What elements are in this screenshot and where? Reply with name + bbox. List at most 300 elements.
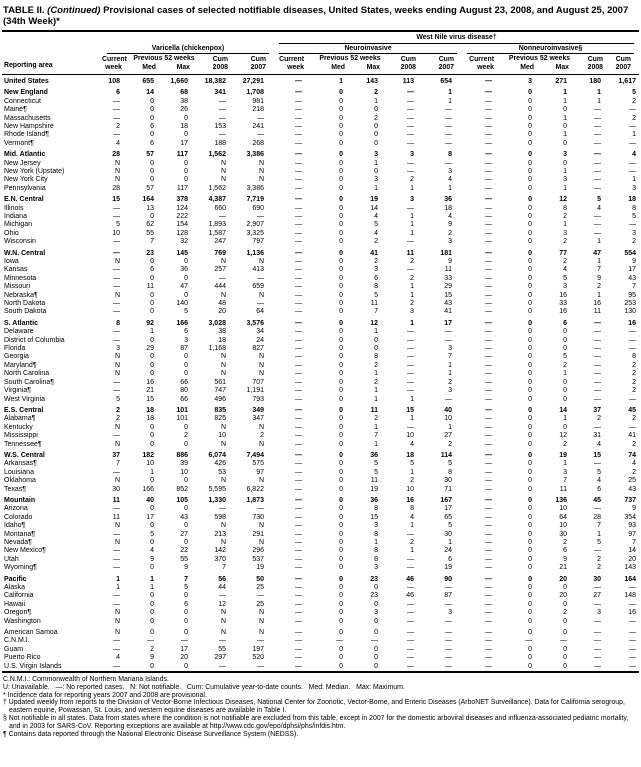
table-row bbox=[2, 328, 639, 336]
value-cell: 0 bbox=[528, 249, 532, 257]
value-cell: — bbox=[295, 221, 302, 229]
value-cell: — bbox=[485, 89, 492, 97]
value-cell: 3 bbox=[563, 468, 567, 476]
value-cell: 4 bbox=[597, 477, 601, 485]
value-cell: 0 bbox=[184, 662, 188, 670]
value-cell: 1 bbox=[448, 539, 452, 546]
value-cell: 0 bbox=[528, 114, 532, 122]
value-cell: 0 bbox=[184, 291, 188, 299]
value-cell: — bbox=[407, 584, 414, 592]
table-row bbox=[2, 292, 639, 300]
value-cell: — bbox=[485, 460, 492, 468]
value-cell: — bbox=[594, 319, 601, 327]
value-cell: — bbox=[407, 423, 414, 431]
value-cell: 241 bbox=[252, 122, 264, 130]
value-cell: 3 bbox=[528, 77, 532, 85]
value-cell: 9 bbox=[448, 221, 452, 229]
value-cell: 56 bbox=[218, 575, 226, 583]
value-cell: 2,907 bbox=[246, 221, 264, 229]
value-cell: 66 bbox=[180, 378, 188, 386]
table-row bbox=[2, 230, 639, 238]
value-cell: 0 bbox=[339, 513, 343, 521]
reporting-area-cell: Guam bbox=[4, 645, 24, 653]
value-cell: — bbox=[485, 249, 492, 257]
value-cell: — bbox=[407, 637, 414, 645]
value-cell: — bbox=[485, 291, 492, 299]
value-cell: 38 bbox=[218, 328, 226, 336]
value-cell: 0 bbox=[528, 238, 532, 246]
value-cell: 0 bbox=[339, 662, 343, 670]
nonneuro-med-header: Med bbox=[520, 63, 534, 71]
value-cell: — bbox=[485, 496, 492, 504]
value-cell: 65 bbox=[444, 513, 452, 521]
value-cell: 17 bbox=[180, 645, 188, 653]
value-cell: 4 bbox=[410, 440, 414, 448]
value-cell: 1 bbox=[116, 575, 120, 583]
value-cell: 17 bbox=[146, 513, 154, 521]
value-cell: 1,660 bbox=[170, 77, 188, 85]
value-cell: — bbox=[594, 584, 601, 592]
value-cell: 0 bbox=[339, 159, 343, 167]
value-cell: 7,719 bbox=[246, 196, 264, 204]
value-cell: 19 bbox=[370, 485, 378, 493]
value-cell: — bbox=[485, 238, 492, 246]
value-cell: — bbox=[295, 336, 302, 344]
value-cell: 1 bbox=[410, 229, 414, 237]
varicella-spacer-cell bbox=[102, 33, 274, 44]
value-cell: 0 bbox=[150, 564, 154, 572]
value-cell: — bbox=[445, 159, 452, 167]
value-cell: 0 bbox=[339, 477, 343, 485]
reporting-area-cell: New York (Upstate) bbox=[4, 167, 65, 175]
table-row bbox=[2, 505, 639, 513]
value-cell: 19 bbox=[256, 564, 264, 572]
value-cell: 9 bbox=[632, 258, 636, 265]
value-cell: 0 bbox=[339, 229, 343, 237]
value-cell: 182 bbox=[142, 451, 154, 459]
reporting-area-cell: Kansas bbox=[4, 266, 28, 274]
value-cell: 23 bbox=[370, 592, 378, 600]
value-cell: — bbox=[485, 539, 492, 546]
value-cell: — bbox=[485, 97, 492, 105]
value-cell: N bbox=[258, 370, 264, 378]
value-cell: — bbox=[219, 505, 226, 513]
value-cell: 92 bbox=[146, 319, 154, 327]
value-cell: 0 bbox=[339, 328, 343, 336]
value-cell: 16 bbox=[559, 308, 567, 316]
value-cell: 2 bbox=[448, 229, 452, 237]
value-cell: — bbox=[407, 654, 414, 662]
table-title-rest: Provisional cases of selected notifiable diseases, United States, weeks ending August 23, 2008, and August 25, 2007 bbox=[100, 5, 629, 16]
value-cell: 2 bbox=[150, 645, 154, 653]
table-title bbox=[2, 4, 639, 32]
value-cell: 3 bbox=[448, 238, 452, 246]
value-cell: 19 bbox=[444, 564, 452, 572]
value-cell: 180 bbox=[589, 77, 601, 85]
value-cell: 31 bbox=[593, 432, 601, 440]
value-cell: — bbox=[295, 106, 302, 114]
value-cell: 8 bbox=[563, 204, 567, 212]
value-cell: 0 bbox=[528, 547, 532, 555]
value-cell: — bbox=[113, 662, 120, 670]
value-cell: — bbox=[295, 539, 302, 546]
value-cell: 1 bbox=[374, 387, 378, 395]
table-row bbox=[2, 320, 639, 328]
table-title-line2: (34th Week)* bbox=[3, 16, 60, 27]
value-cell: — bbox=[485, 485, 492, 493]
value-cell: 0 bbox=[339, 353, 343, 361]
value-cell: 0 bbox=[528, 575, 532, 583]
value-cell: 0 bbox=[528, 387, 532, 395]
reporting-area-cell: E.S. Central bbox=[4, 406, 44, 414]
value-cell: 0 bbox=[528, 151, 532, 159]
value-cell: — bbox=[485, 308, 492, 316]
value-cell: N bbox=[220, 370, 226, 378]
value-cell: — bbox=[407, 617, 414, 625]
reporting-area-cell: W.S. Central bbox=[4, 451, 45, 459]
value-cell: 36 bbox=[180, 266, 188, 274]
value-cell: 15 bbox=[406, 406, 414, 414]
value-cell: N bbox=[258, 617, 264, 625]
value-cell: — bbox=[295, 378, 302, 386]
reporting-area-cell: Arkansas¶ bbox=[4, 460, 37, 468]
reporting-area-cell: Tennessee¶ bbox=[4, 440, 42, 448]
value-cell: 0 bbox=[339, 530, 343, 538]
value-cell: — bbox=[295, 361, 302, 369]
value-cell: 0 bbox=[528, 423, 532, 431]
reporting-area-header: Reporting area bbox=[4, 61, 53, 69]
value-cell: — bbox=[407, 131, 414, 139]
value-cell: — bbox=[594, 167, 601, 175]
value-cell: 0 bbox=[374, 584, 378, 592]
neuro-med-header: Med bbox=[331, 63, 345, 71]
value-cell: — bbox=[295, 249, 302, 257]
value-cell: 0 bbox=[528, 451, 532, 459]
value-cell: N bbox=[114, 477, 120, 485]
value-cell: 0 bbox=[339, 584, 343, 592]
value-cell: 4 bbox=[116, 139, 120, 147]
header-row-west-nile bbox=[2, 33, 639, 44]
value-cell: 0 bbox=[184, 423, 188, 431]
value-cell: — bbox=[295, 575, 302, 583]
value-cell: — bbox=[594, 361, 601, 369]
value-cell: 1,873 bbox=[246, 496, 264, 504]
table-row bbox=[2, 275, 639, 283]
value-cell: — bbox=[485, 221, 492, 229]
value-cell: 575 bbox=[252, 460, 264, 468]
value-cell: 554 bbox=[624, 249, 636, 257]
value-cell: — bbox=[407, 600, 414, 608]
value-cell: 0 bbox=[374, 345, 378, 353]
table-title-line1 bbox=[3, 5, 638, 16]
value-cell: — bbox=[407, 353, 414, 361]
value-cell: 1 bbox=[448, 361, 452, 369]
value-cell: 16 bbox=[146, 378, 154, 386]
neuro-previous-52-weeks-label: Previous 52 weeks bbox=[319, 55, 381, 63]
value-cell: 0 bbox=[150, 274, 154, 282]
value-cell: 18 bbox=[406, 451, 414, 459]
value-cell: 1 bbox=[597, 258, 601, 265]
value-cell: 496 bbox=[214, 395, 226, 403]
table-row bbox=[2, 609, 639, 617]
value-cell: 46 bbox=[406, 575, 414, 583]
value-cell: 0 bbox=[528, 167, 532, 175]
value-cell: 0 bbox=[184, 159, 188, 167]
neuroinvasive-group-label: Neuroinvasive bbox=[279, 45, 457, 55]
value-cell: 3 bbox=[448, 167, 452, 175]
value-cell: 0 bbox=[150, 167, 154, 175]
value-cell: 0 bbox=[528, 139, 532, 147]
value-cell: 0 bbox=[528, 513, 532, 521]
value-cell: 7 bbox=[597, 266, 601, 274]
value-cell: 0 bbox=[563, 122, 567, 130]
value-cell: 4 bbox=[563, 266, 567, 274]
table-row bbox=[2, 477, 639, 485]
value-cell: 0 bbox=[339, 196, 343, 204]
value-cell: 0 bbox=[528, 176, 532, 184]
value-cell: — bbox=[594, 637, 601, 645]
value-cell: — bbox=[295, 555, 302, 563]
value-cell: 1 bbox=[410, 522, 414, 530]
value-cell: — bbox=[295, 266, 302, 274]
footnote-pilcrow: ¶ Contains data reported through the National Electronic Disease Surveillance System (NEDSS). bbox=[3, 730, 299, 738]
value-cell: N bbox=[258, 353, 264, 361]
value-cell: — bbox=[295, 432, 302, 440]
value-cell: 341 bbox=[214, 89, 226, 97]
value-cell: 105 bbox=[176, 496, 188, 504]
value-cell: 8 bbox=[410, 505, 414, 513]
value-cell: — bbox=[407, 336, 414, 344]
reporting-area-cell: Indiana bbox=[4, 212, 27, 220]
value-cell: 48 bbox=[218, 300, 226, 308]
value-cell: N bbox=[114, 370, 120, 378]
value-cell: 6 bbox=[448, 555, 452, 563]
value-cell: — bbox=[295, 629, 302, 637]
table-row bbox=[2, 547, 639, 555]
value-cell: 5 bbox=[632, 212, 636, 220]
value-cell: — bbox=[594, 212, 601, 220]
value-cell: 4 bbox=[632, 460, 636, 468]
value-cell: 835 bbox=[214, 406, 226, 414]
value-cell: — bbox=[407, 139, 414, 147]
table-row bbox=[2, 452, 639, 460]
value-cell: 8 bbox=[374, 353, 378, 361]
value-cell: 3 bbox=[184, 336, 188, 344]
value-cell: 2 bbox=[260, 432, 264, 440]
value-cell: 53 bbox=[218, 468, 226, 476]
value-cell: 101 bbox=[176, 415, 188, 423]
value-cell: — bbox=[295, 184, 302, 192]
value-cell: 737 bbox=[624, 496, 636, 504]
value-cell: N bbox=[258, 522, 264, 530]
reporting-area-cell: Vermont¶ bbox=[4, 139, 34, 147]
value-cell: 0 bbox=[563, 654, 567, 662]
value-cell: 0 bbox=[150, 592, 154, 600]
value-cell: 145 bbox=[176, 249, 188, 257]
value-cell: — bbox=[594, 423, 601, 431]
value-cell: 8 bbox=[116, 319, 120, 327]
value-cell: 23 bbox=[370, 575, 378, 583]
value-cell: 10 bbox=[218, 432, 226, 440]
value-cell: 87 bbox=[180, 345, 188, 353]
value-cell: 5 bbox=[597, 539, 601, 546]
reporting-area-cell: North Carolina bbox=[4, 370, 50, 378]
value-cell: 0 bbox=[563, 423, 567, 431]
value-cell: 2 bbox=[374, 238, 378, 246]
value-cell: 2 bbox=[410, 176, 414, 184]
varicella-max-header: Max bbox=[176, 63, 190, 71]
value-cell: — bbox=[485, 159, 492, 167]
value-cell: 34 bbox=[256, 328, 264, 336]
value-cell: — bbox=[257, 505, 264, 513]
value-cell: — bbox=[113, 592, 120, 600]
value-cell: — bbox=[295, 196, 302, 204]
value-cell: — bbox=[113, 505, 120, 513]
value-cell: N bbox=[114, 167, 120, 175]
value-cell: 2 bbox=[116, 122, 120, 130]
value-cell: 17 bbox=[628, 266, 636, 274]
value-cell: N bbox=[220, 609, 226, 617]
value-cell: 218 bbox=[252, 106, 264, 114]
value-cell: 3,386 bbox=[246, 151, 264, 159]
neuro-previous-52-weeks-header bbox=[312, 54, 388, 63]
value-cell: N bbox=[114, 176, 120, 184]
value-cell: — bbox=[485, 167, 492, 175]
reporting-area-cell: Nebraska¶ bbox=[4, 291, 38, 299]
footnote-cnmi: C.N.M.I.: Commonwealth of Northern Mariana Islands. bbox=[3, 676, 169, 684]
reporting-area-cell: Mountain bbox=[4, 496, 36, 504]
value-cell: — bbox=[594, 645, 601, 653]
table-row bbox=[2, 584, 639, 592]
value-cell: 0 bbox=[150, 212, 154, 220]
value-cell: 8 bbox=[374, 547, 378, 555]
value-cell: 0 bbox=[339, 645, 343, 653]
value-cell: 1 bbox=[563, 460, 567, 468]
value-cell: 47 bbox=[180, 283, 188, 291]
value-cell: 36 bbox=[444, 196, 452, 204]
value-cell: 16 bbox=[628, 609, 636, 617]
value-cell: 7 bbox=[597, 522, 601, 530]
value-cell: — bbox=[113, 283, 120, 291]
value-cell: — bbox=[113, 328, 120, 336]
value-cell: 0 bbox=[150, 617, 154, 625]
value-cell: 0 bbox=[339, 212, 343, 220]
value-cell: 4,387 bbox=[208, 196, 226, 204]
value-cell: 1 bbox=[374, 184, 378, 192]
value-cell: 707 bbox=[252, 378, 264, 386]
value-cell: N bbox=[258, 423, 264, 431]
reporting-area-cell: Alabama¶ bbox=[4, 415, 36, 423]
value-cell: 0 bbox=[528, 106, 532, 114]
value-cell: 444 bbox=[214, 283, 226, 291]
value-cell: 5,595 bbox=[208, 485, 226, 493]
nonneuro-cum-2008-header: Cum 2008 bbox=[587, 56, 603, 71]
value-cell: 852 bbox=[176, 485, 188, 493]
value-cell: — bbox=[629, 654, 636, 662]
table-row bbox=[2, 387, 639, 395]
value-cell: 0 bbox=[563, 645, 567, 653]
value-cell: N bbox=[220, 423, 226, 431]
value-cell: 0 bbox=[339, 139, 343, 147]
value-cell: — bbox=[485, 387, 492, 395]
value-cell: 0 bbox=[150, 505, 154, 513]
value-cell: 0 bbox=[339, 176, 343, 184]
value-cell: 3 bbox=[374, 522, 378, 530]
value-cell: — bbox=[113, 97, 120, 105]
value-cell: 68 bbox=[180, 89, 188, 97]
value-cell: — bbox=[295, 609, 302, 617]
value-cell: — bbox=[485, 361, 492, 369]
reporting-area-cell: W.N. Central bbox=[4, 249, 46, 257]
value-cell: 9 bbox=[597, 274, 601, 282]
value-cell: 0 bbox=[339, 167, 343, 175]
value-cell: 7 bbox=[150, 238, 154, 246]
value-cell: 0 bbox=[339, 460, 343, 468]
table-row bbox=[2, 115, 639, 123]
value-cell: 6 bbox=[184, 328, 188, 336]
value-cell: — bbox=[485, 176, 492, 184]
value-cell: — bbox=[295, 328, 302, 336]
value-cell: 1 bbox=[150, 328, 154, 336]
value-cell: — bbox=[485, 530, 492, 538]
value-cell: — bbox=[485, 415, 492, 423]
value-cell: — bbox=[594, 395, 601, 403]
value-cell: 9 bbox=[632, 505, 636, 513]
value-cell: — bbox=[594, 176, 601, 184]
value-cell: — bbox=[485, 345, 492, 353]
table-row bbox=[2, 379, 639, 387]
value-cell: — bbox=[629, 106, 636, 114]
value-cell: — bbox=[485, 406, 492, 414]
value-cell: 0 bbox=[374, 139, 378, 147]
value-cell: — bbox=[295, 645, 302, 653]
value-cell: 10 bbox=[406, 485, 414, 493]
value-cell: 6 bbox=[374, 274, 378, 282]
value-cell: — bbox=[485, 662, 492, 670]
value-cell: — bbox=[485, 513, 492, 521]
value-cell: 1 bbox=[597, 238, 601, 246]
varicella-cum-2008-header: Cum 2008 bbox=[212, 56, 228, 71]
value-cell: 13 bbox=[146, 204, 154, 212]
value-cell: 271 bbox=[555, 77, 567, 85]
value-cell: 7 bbox=[184, 575, 188, 583]
varicella-group-header bbox=[102, 44, 274, 55]
value-cell: 7 bbox=[116, 460, 120, 468]
value-cell: N bbox=[258, 176, 264, 184]
value-cell: 0 bbox=[374, 629, 378, 637]
table-row bbox=[2, 576, 639, 584]
table-row bbox=[2, 486, 639, 494]
value-cell: 1 bbox=[448, 423, 452, 431]
value-cell: 43 bbox=[628, 274, 636, 282]
value-cell: 0 bbox=[339, 319, 343, 327]
value-cell: 0 bbox=[339, 249, 343, 257]
value-cell: — bbox=[594, 353, 601, 361]
value-cell: N bbox=[220, 617, 226, 625]
reporting-area-cell: Maine¶ bbox=[4, 106, 27, 114]
value-cell: — bbox=[295, 204, 302, 212]
value-cell: 2 bbox=[410, 258, 414, 265]
value-cell: 130 bbox=[624, 308, 636, 316]
value-cell: N bbox=[114, 539, 120, 546]
value-cell: 6 bbox=[116, 89, 120, 97]
value-cell: 14 bbox=[628, 547, 636, 555]
value-cell: 0 bbox=[528, 131, 532, 139]
value-cell: 45 bbox=[593, 496, 601, 504]
value-cell: N bbox=[220, 159, 226, 167]
neuro-cum-2007-header: Cum 2007 bbox=[438, 56, 454, 71]
value-cell: 11 bbox=[370, 477, 378, 485]
